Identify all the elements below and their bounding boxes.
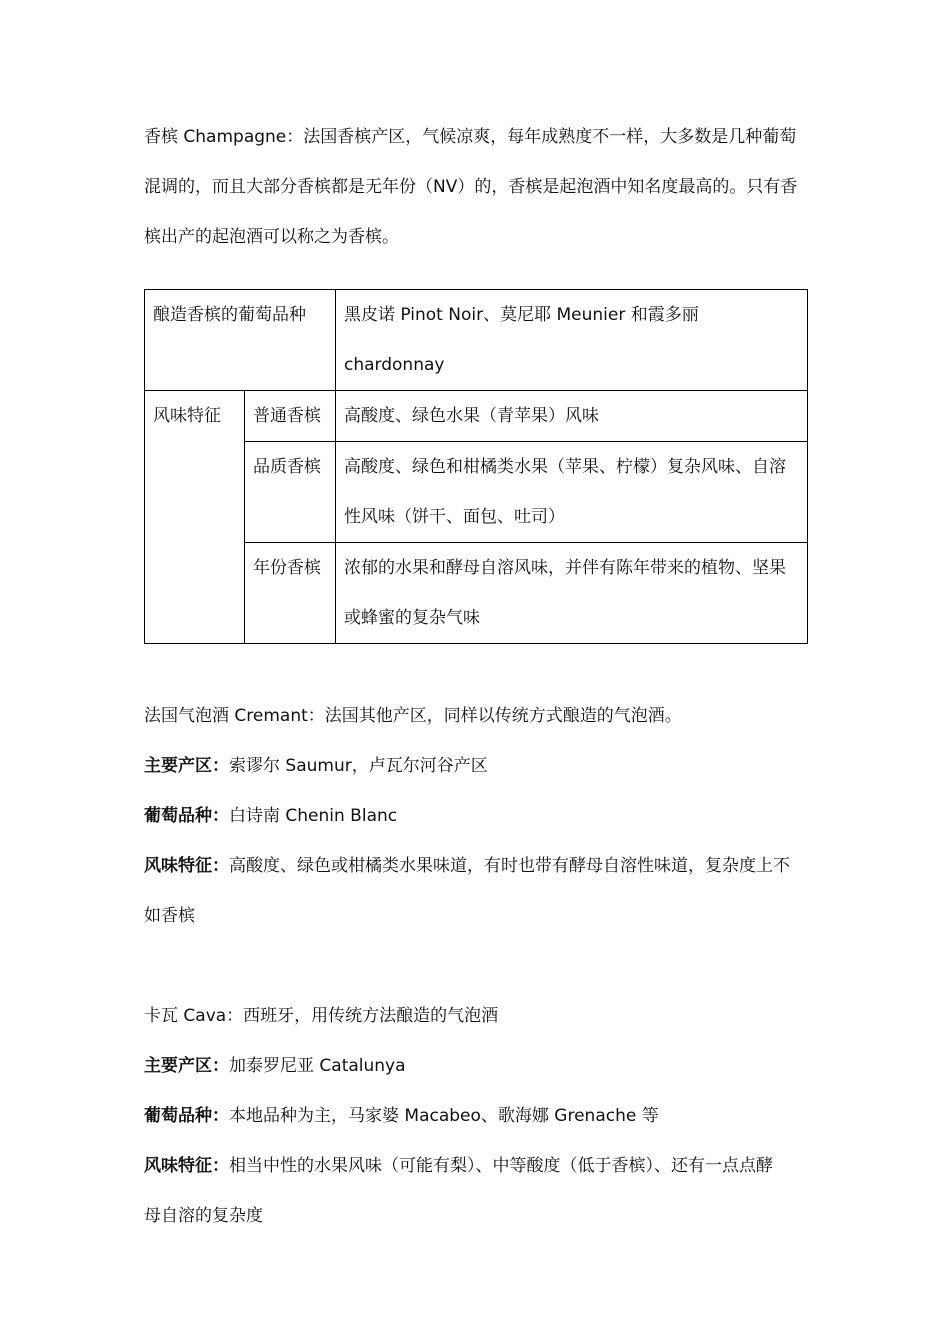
table-cell-flavor-label: 风味特征 bbox=[145, 391, 245, 644]
champagne-table bbox=[144, 289, 808, 644]
spacer bbox=[144, 941, 808, 991]
text-line: 香槟 Champagne：法国香槟产区，气候凉爽，每年成熟度不一样，大多数是几种葡萄 bbox=[144, 127, 797, 147]
table-row bbox=[145, 442, 808, 543]
table-cell-type: 年份香槟 bbox=[245, 543, 336, 644]
table-cell-type: 品质香槟 bbox=[245, 442, 336, 543]
cremant-region bbox=[144, 741, 808, 791]
cremant-flavor bbox=[144, 841, 808, 891]
spacer bbox=[144, 644, 808, 691]
cava-section bbox=[144, 991, 808, 1241]
region-value: 加泰罗尼亚 Catalunya bbox=[229, 1056, 406, 1076]
text-line: 浓郁的水果和酵母自溶风味，并伴有陈年带来的植物、坚果 bbox=[344, 558, 786, 578]
flavor-label: 风味特征： bbox=[144, 856, 229, 876]
cremant-flavor-cont: 如香槟 bbox=[144, 906, 195, 926]
region-value: 索谬尔 Saumur，卢瓦尔河谷产区 bbox=[229, 756, 488, 776]
champagne-intro bbox=[144, 112, 808, 262]
flavor-value: 相当中性的水果风味（可能有梨）、中等酸度（低于香槟）、还有一点点酵 bbox=[229, 1156, 773, 1176]
table-cell-grape-label: 酿造香槟的葡萄品种 bbox=[145, 290, 336, 391]
grape-label: 葡萄品种： bbox=[144, 806, 229, 826]
cava-flavor bbox=[144, 1141, 808, 1191]
table-row bbox=[145, 290, 808, 391]
text-line: 或蜂蜜的复杂气味 bbox=[344, 608, 480, 628]
table-cell-desc bbox=[336, 391, 808, 442]
cremant-grape bbox=[144, 791, 808, 841]
text-line: 高酸度、绿色水果（青苹果）风味 bbox=[344, 406, 599, 426]
text-line: 性风味（饼干、面包、吐司） bbox=[344, 507, 565, 527]
table-cell-desc bbox=[336, 543, 808, 644]
flavor-label: 风味特征： bbox=[144, 1156, 229, 1176]
cremant-section bbox=[144, 691, 808, 941]
grape-value: 白诗南 Chenin Blanc bbox=[229, 806, 398, 826]
grape-value: 本地品种为主，马家婆 Macabeo、歌海娜 Grenache 等 bbox=[229, 1106, 659, 1126]
region-label: 主要产区： bbox=[144, 1056, 229, 1076]
cava-region bbox=[144, 1041, 808, 1091]
cava-intro: 卡瓦 Cava：西班牙，用传统方法酿造的气泡酒 bbox=[144, 1006, 499, 1026]
region-label: 主要产区： bbox=[144, 756, 229, 776]
table-row bbox=[145, 391, 808, 442]
cava-grape bbox=[144, 1091, 808, 1141]
cava-flavor-cont: 母自溶的复杂度 bbox=[144, 1206, 263, 1226]
document-page bbox=[144, 112, 808, 1241]
table-row bbox=[145, 543, 808, 644]
text-line: 槟出产的起泡酒可以称之为香槟。 bbox=[144, 227, 399, 247]
cremant-intro: 法国气泡酒 Cremant：法国其他产区，同样以传统方式酿造的气泡酒。 bbox=[144, 706, 682, 726]
text-line: 混调的，而且大部分香槟都是无年份（NV）的，香槟是起泡酒中知名度最高的。只有香 bbox=[144, 177, 798, 197]
table-cell-type: 普通香槟 bbox=[245, 391, 336, 442]
table-cell-desc bbox=[336, 442, 808, 543]
text-line: 高酸度、绿色和柑橘类水果（苹果、柠檬）复杂风味、自溶 bbox=[344, 457, 786, 477]
flavor-value: 高酸度、绿色或柑橘类水果味道，有时也带有酵母自溶性味道，复杂度上不 bbox=[229, 856, 790, 876]
grape-label: 葡萄品种： bbox=[144, 1106, 229, 1126]
table-cell-grape-value: 黑皮诺 Pinot Noir、莫尼耶 Meunier 和霞多丽 chardonnay bbox=[336, 290, 808, 391]
